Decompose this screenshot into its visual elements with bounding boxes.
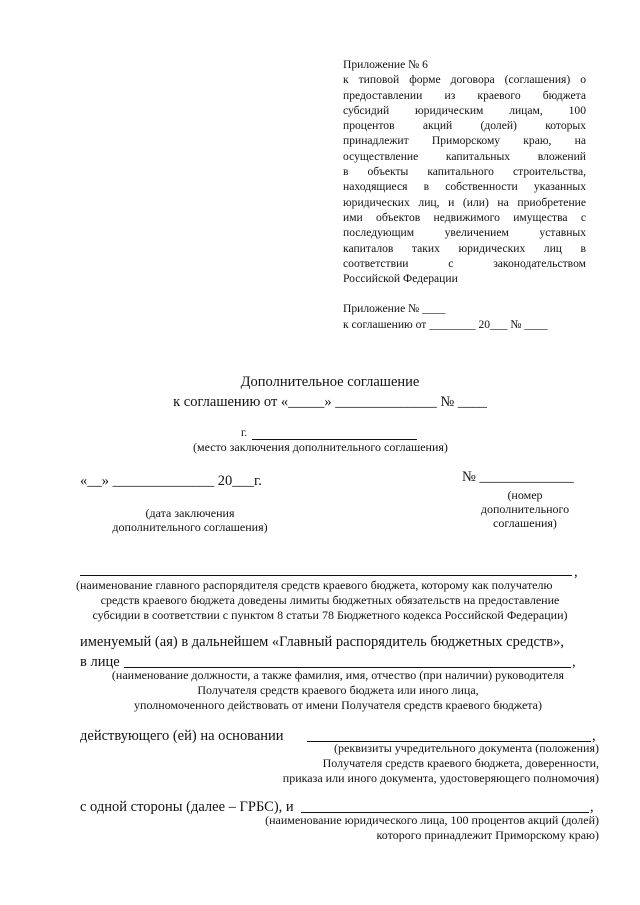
document-title: Дополнительное соглашение: [240, 374, 420, 390]
person-caption: уполномоченного действовать от имени Получателя средств краевого бюджета): [134, 698, 542, 712]
appendix-line: субсидий юридическим лицам, 100: [343, 103, 586, 117]
appendix-line: принадлежит Приморскому краю, на: [343, 134, 586, 148]
appendix-line: ими объектов недвижимого имущества с: [343, 210, 586, 224]
entity-caption: которого принадлежит Приморскому краю): [376, 828, 599, 842]
appendix-line: к типовой форме договора (соглашения) о: [343, 73, 586, 87]
appendix-line: соответствии с законодательством: [343, 256, 586, 270]
appendix-subline: к соглашению от ________ 20___ № ____: [343, 317, 548, 331]
number-caption: дополнительного: [480, 502, 570, 516]
appendix-line: находящиеся в собственности указанных: [343, 180, 586, 194]
appendix-title: Приложение № 6: [343, 58, 428, 71]
document-subtitle: к соглашению от «_____» ______________ № ____: [173, 394, 487, 410]
named-as-text: именуемый (ая) в дальнейшем «Главный распорядитель бюджетных средств»,: [80, 634, 564, 650]
date-caption: дополнительного соглашения): [112, 520, 268, 534]
number-caption: (номер: [507, 488, 543, 502]
basis-caption: Получателя средств краевого бюджета, доверенности,: [322, 756, 599, 770]
appendix-line: Российской Федерации: [343, 272, 458, 286]
date-caption: (дата заключения: [145, 506, 235, 520]
in-person-comma: ,: [572, 654, 576, 670]
grbs-name-line: [80, 575, 572, 576]
place-caption: (место заключения дополнительного соглашения): [193, 440, 448, 454]
appendix-line: последующим увеличением уставных: [343, 226, 586, 240]
date-field: «__» ______________ 20___г.: [80, 473, 262, 489]
appendix-line: осуществление капитальных вложений: [343, 149, 586, 163]
appendix-subtitle: Приложение № ____: [343, 302, 446, 316]
one-side-label: с одной стороны (далее – ГРБС), и: [80, 799, 294, 815]
appendix-line: капиталов таких юридических лиц в: [343, 241, 586, 255]
appendix-line: в объекты капитального строительства,: [343, 165, 586, 179]
basis-caption: приказа или иного документа, удостоверяющего полномочия): [282, 771, 599, 785]
place-prefix: г.: [241, 427, 248, 439]
grbs-comma: ,: [574, 564, 578, 580]
grbs-caption: средств краевого бюджета доведены лимиты бюджетных обязательств на предоставление: [100, 593, 560, 607]
person-caption: (наименование должности, а также фамилия, имя, отчество (при наличии) руководителя: [111, 668, 565, 682]
grbs-caption: (наименование главного распорядителя средств краевого бюджета, которому как получателю: [76, 578, 553, 592]
number-caption: соглашения): [493, 516, 557, 530]
acting-comma: ,: [592, 728, 596, 744]
in-person-label: в лице: [80, 654, 120, 670]
appendix-block: [343, 57, 586, 332]
entity-caption: (наименование юридического лица, 100 процентов акций (долей): [265, 813, 599, 827]
grbs-caption: субсидии в соответствии с пунктом 8 статьи 78 Бюджетного кодекса Российской Федерации): [92, 608, 568, 622]
basis-caption: (реквизиты учредительного документа (положения): [334, 741, 599, 755]
appendix-line: предоставлении из краевого бюджета: [343, 88, 586, 102]
appendix-line: процентов акций (долей) которых: [343, 119, 586, 133]
number-field: № _____________: [462, 469, 574, 485]
person-caption: Получателя средств краевого бюджета или иного лица,: [197, 683, 479, 697]
acting-label: действующего (ей) на основании: [80, 728, 284, 744]
appendix-line: юридических лиц, и (или) на приобретение: [343, 195, 586, 209]
one-side-comma: ,: [590, 799, 594, 815]
